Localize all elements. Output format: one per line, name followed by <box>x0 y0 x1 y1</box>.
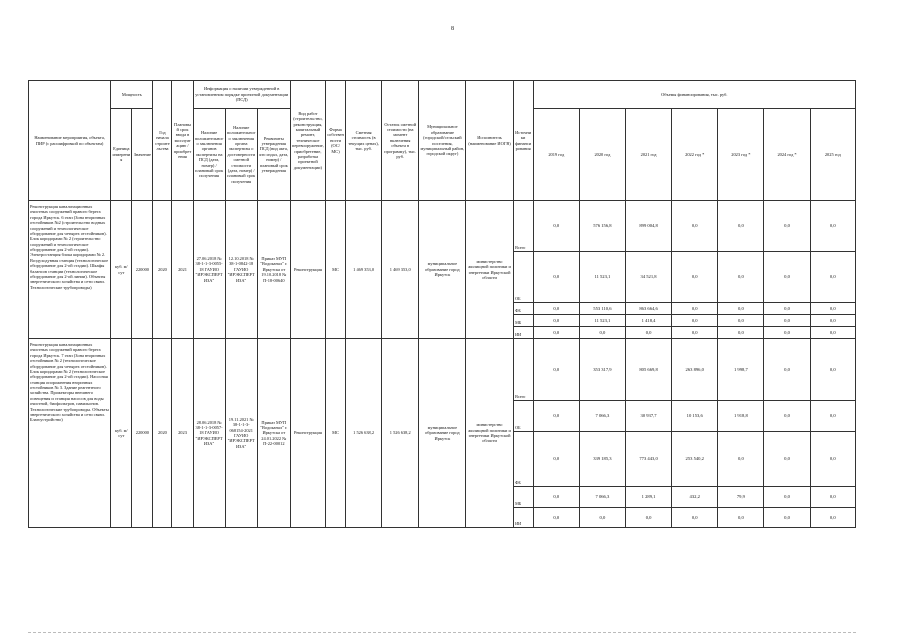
col-header-work-type: Вид работ (строительство, реконструкция, капитальный ремонт, техническое перевооружение, приобретение, разработка проектной документации) <box>290 81 325 201</box>
funding-source-label: Всего <box>513 339 533 401</box>
funding-value: 553 110,6 <box>579 303 625 315</box>
row-year-start: 2020 <box>153 201 172 339</box>
row-estimate: 1 526 638,2 <box>346 339 382 528</box>
row-municipality: муниципальное образование город Иркутск <box>419 201 466 339</box>
page-bottom-divider <box>28 632 856 633</box>
col-header-capacity: Мощность <box>111 81 153 109</box>
col-header-year-start: Год начала строительства <box>153 81 172 201</box>
row-municipality: муниципальное образование город Иркутск <box>419 339 466 528</box>
funding-value: 0,0 <box>533 252 579 303</box>
funding-value: 0,0 <box>579 508 625 528</box>
funding-value: 0,0 <box>579 327 625 339</box>
col-header-name: Наименование мероприятия, объекта, ПИР (с расшифровкой по объектам) <box>29 81 111 201</box>
funding-value: 0,0 <box>718 432 764 487</box>
funding-value: 0,0 <box>533 303 579 315</box>
funding-source-label: Всего <box>513 201 533 252</box>
row-price-check: 19.11.2021 № 38-1-1-3-068154-2021 ГАУИО "ИРЭКСПЕРТИЗА" <box>225 339 257 528</box>
col-header-municipality: Муниципальное образование (городской/сельский поселения, муниципальный район, городской округ) <box>419 81 466 201</box>
funding-value: 0,0 <box>764 339 810 401</box>
table-row <box>29 201 856 252</box>
funding-value: 0,0 <box>625 327 671 339</box>
row-ownership: МС <box>325 201 345 339</box>
funding-value: 7 066,3 <box>579 487 625 508</box>
col-header-year: 2024 год * <box>764 109 810 201</box>
funding-value: 0,0 <box>810 432 855 487</box>
row-remaining: 1 526 638,2 <box>382 339 419 528</box>
table-row <box>29 339 856 401</box>
funding-value: 0,0 <box>764 327 810 339</box>
row-capacity-value: 220000 <box>132 201 153 339</box>
col-header-cap-value: Значение <box>132 109 153 201</box>
col-header-year: 2019 год <box>533 109 579 201</box>
funding-value: 0,0 <box>810 315 855 327</box>
col-header-executor: Исполнитель (наименование ИОГВ) <box>466 81 513 201</box>
funding-value: 0,0 <box>764 432 810 487</box>
funding-value: 0,0 <box>533 401 579 432</box>
funding-value: 0,0 <box>764 508 810 528</box>
funding-value: 0,0 <box>533 339 579 401</box>
col-header-ownership: Форма собственности (ОС/МС) <box>325 81 345 201</box>
row-approval: Приказ МУП "Водоканал" г. Иркутска от 19.10.2018 № П-18-00640 <box>257 201 290 339</box>
funding-value: 0,0 <box>625 508 671 528</box>
funding-value: 353 317,9 <box>579 339 625 401</box>
funding-value: 0,0 <box>672 252 718 303</box>
funding-value: 0,0 <box>718 201 764 252</box>
funding-value: 0,0 <box>672 315 718 327</box>
funding-value: 0,0 <box>533 315 579 327</box>
row-work-type: Реконструкция <box>290 339 325 528</box>
funding-value: 0,0 <box>533 432 579 487</box>
col-header-year: 2020 год <box>579 109 625 201</box>
row-ownership: МС <box>325 339 345 528</box>
funding-value: 0,0 <box>810 303 855 315</box>
col-header-funding: Объемы финансирования, тыс. руб. <box>533 81 855 109</box>
row-year-commission: 2023 <box>172 339 193 528</box>
funding-source-label: ИИ <box>513 508 533 528</box>
row-executor: министерство жилищной политики и энергетики Иркутской области <box>466 339 513 528</box>
col-header-psd-price-check: Наличие положительного заключения органа экспертизы о достоверности сметной стоимости (дата, номер) / плановый срок получения <box>225 109 257 201</box>
col-header-year-commission: Плановый срок ввода в эксплуатацию / приобретения <box>172 81 193 201</box>
funding-value: 79,9 <box>718 487 764 508</box>
row-description: Реконструкция канализационных очистных сооружений правого берега города Иркутск. 7 этап (Зона вторичных отстойников № 2 (технологическое оборудование для четырех отстойников). Блок коридорами № 2 (технологическое оборудование для 2-ой стадии). Насосная станция опорожнения вторичных отстойников № 3. Здание реагентного хозяйства. Прожекторы внешнего освещения и станция насосов для воды очистной, биофильтров, павильонов. Технологические трубопроводы. Объекты энергетического хозяйства и сети связи. Благоустройство) <box>29 339 111 528</box>
funding-value: 0,0 <box>718 315 764 327</box>
col-header-psd-info: Информация о наличии утвержденной в установленном порядке проектной документации (ПСД) <box>193 81 290 109</box>
funding-value: 11 523,1 <box>579 315 625 327</box>
funding-value: 899 004,8 <box>625 201 671 252</box>
row-capacity-value: 220000 <box>132 339 153 528</box>
funding-value: 0,0 <box>764 401 810 432</box>
col-header-psd-approval: Реквизиты утверждения ПСД (вид акта, кто издал, дата, номер) / плановый срок утверждения <box>257 109 290 201</box>
funding-value: 0,0 <box>718 303 764 315</box>
row-year-commission: 2021 <box>172 201 193 339</box>
col-header-estimate: Сметная стоимость (в текущих ценах), тыс. руб. <box>346 81 382 201</box>
funding-value: 0,0 <box>718 252 764 303</box>
col-header-year: 2021 год <box>625 109 671 201</box>
row-expertise: 28.06.2018 № 38-1-1-3-0057-18 ГАУИО "ИРЭКСПЕРТИЗА" <box>193 339 225 528</box>
funding-value: 863 664,6 <box>625 303 671 315</box>
funding-value: 432,2 <box>672 487 718 508</box>
funding-source-label: ОБ <box>513 401 533 432</box>
funding-source-label: ИИ <box>513 327 533 339</box>
row-unit: куб. м/сут <box>111 201 132 339</box>
funding-source-label: МБ <box>513 315 533 327</box>
funding-value: 0,0 <box>810 401 855 432</box>
funding-value: 263 896,0 <box>672 339 718 401</box>
funding-value: 0,0 <box>764 303 810 315</box>
funding-value: 0,0 <box>718 327 764 339</box>
funding-value: 0,0 <box>672 327 718 339</box>
funding-value: 0,0 <box>672 201 718 252</box>
funding-value: 0,0 <box>718 508 764 528</box>
funding-value: 0,0 <box>533 201 579 252</box>
row-expertise: 27.06.2018 № 38-1-1-3-0055-18 ГАУИО "ИРЭКСПЕРТИЗА" <box>193 201 225 339</box>
funding-value: 0,0 <box>764 252 810 303</box>
col-header-year: 2025 год <box>810 109 855 201</box>
funding-value: 30 937,7 <box>625 401 671 432</box>
funding-value: 0,0 <box>764 201 810 252</box>
row-work-type: Реконструкция <box>290 201 325 339</box>
funding-value: 1 289,1 <box>625 487 671 508</box>
funding-value: 1 418,4 <box>625 315 671 327</box>
funding-value: 339 185,3 <box>579 432 625 487</box>
funding-value: 0,0 <box>810 327 855 339</box>
funding-value: 0,0 <box>810 201 855 252</box>
funding-value: 0,0 <box>764 487 810 508</box>
funding-value: 0,0 <box>764 315 810 327</box>
funding-source-label: ОБ <box>513 252 533 303</box>
funding-value: 11 523,1 <box>579 252 625 303</box>
row-executor: министерство жилищной политики и энергетики Иркутской области <box>466 201 513 339</box>
funding-value: 773 443,0 <box>625 432 671 487</box>
funding-source-label: ФБ <box>513 303 533 315</box>
funding-value: 1 998,7 <box>718 339 764 401</box>
funding-value: 1 918,8 <box>718 401 764 432</box>
col-header-psd-expertise: Наличие положительного заключения органов экспертизы на ПСД (дата, номер) / плановый срок получения <box>193 109 225 201</box>
funding-value: 0,0 <box>672 508 718 528</box>
row-estimate: 1 469 353,0 <box>346 201 382 339</box>
funding-value: 0,0 <box>810 487 855 508</box>
funding-source-label: ФБ <box>513 432 533 487</box>
page-number: 8 <box>451 26 454 32</box>
row-year-start: 2020 <box>153 339 172 528</box>
funding-value: 0,0 <box>810 252 855 303</box>
program-table <box>28 80 856 528</box>
funding-source-label: МБ <box>513 487 533 508</box>
funding-value: 0,0 <box>810 339 855 401</box>
funding-value: 0,0 <box>533 487 579 508</box>
funding-value: 7 066,3 <box>579 401 625 432</box>
row-unit: куб. м/сут <box>111 339 132 528</box>
row-remaining: 1 469 353,0 <box>382 201 419 339</box>
row-description: Реконструкция канализационных очистных сооружений правого берега города Иркутск. 6 этап (Зона вторичных отстойников №2 (строительство водных сооружений и технологическое оборудование для четырех отстойников). Блок коридорами № 2 (строительство сооружений и технологическое оборудование для 2-ой стадии). Электростанция блока коридорами № 2. Воздуходувная станция (технологическое оборудование для 2-ой стадии). Шкафы балансов станции (технологическое оборудование для 2-ой линии). Объекты энергетического хозяйства и сети связи. Технологические трубопроводы) <box>29 201 111 339</box>
row-price-check: 12.10.2018 № 38-1-0842-18 ГАУИО "ИРЭКСПЕРТИЗА" <box>225 201 257 339</box>
funding-value: 0,0 <box>533 327 579 339</box>
row-approval: Приказ МУП "Водоканал" г. Иркутска от 24.01.2022 № П-22-00012 <box>257 339 290 528</box>
funding-value: 0,0 <box>810 508 855 528</box>
funding-value: 0,0 <box>672 303 718 315</box>
funding-value: 805 669,8 <box>625 339 671 401</box>
col-header-year: 2023 год * <box>718 109 764 201</box>
funding-value: 0,0 <box>533 508 579 528</box>
col-header-cap-unit: Единица измерения <box>111 109 132 201</box>
funding-value: 253 540,2 <box>672 432 718 487</box>
funding-value: 10 153,6 <box>672 401 718 432</box>
funding-value: 34 521,8 <box>625 252 671 303</box>
funding-value: 576 156,8 <box>579 201 625 252</box>
col-header-year: 2022 год * <box>672 109 718 201</box>
col-header-remaining: Остаток сметной стоимости (на момент включения объекта в программу), тыс. руб. <box>382 81 419 201</box>
col-header-sources: Источники финансирования <box>513 81 533 201</box>
